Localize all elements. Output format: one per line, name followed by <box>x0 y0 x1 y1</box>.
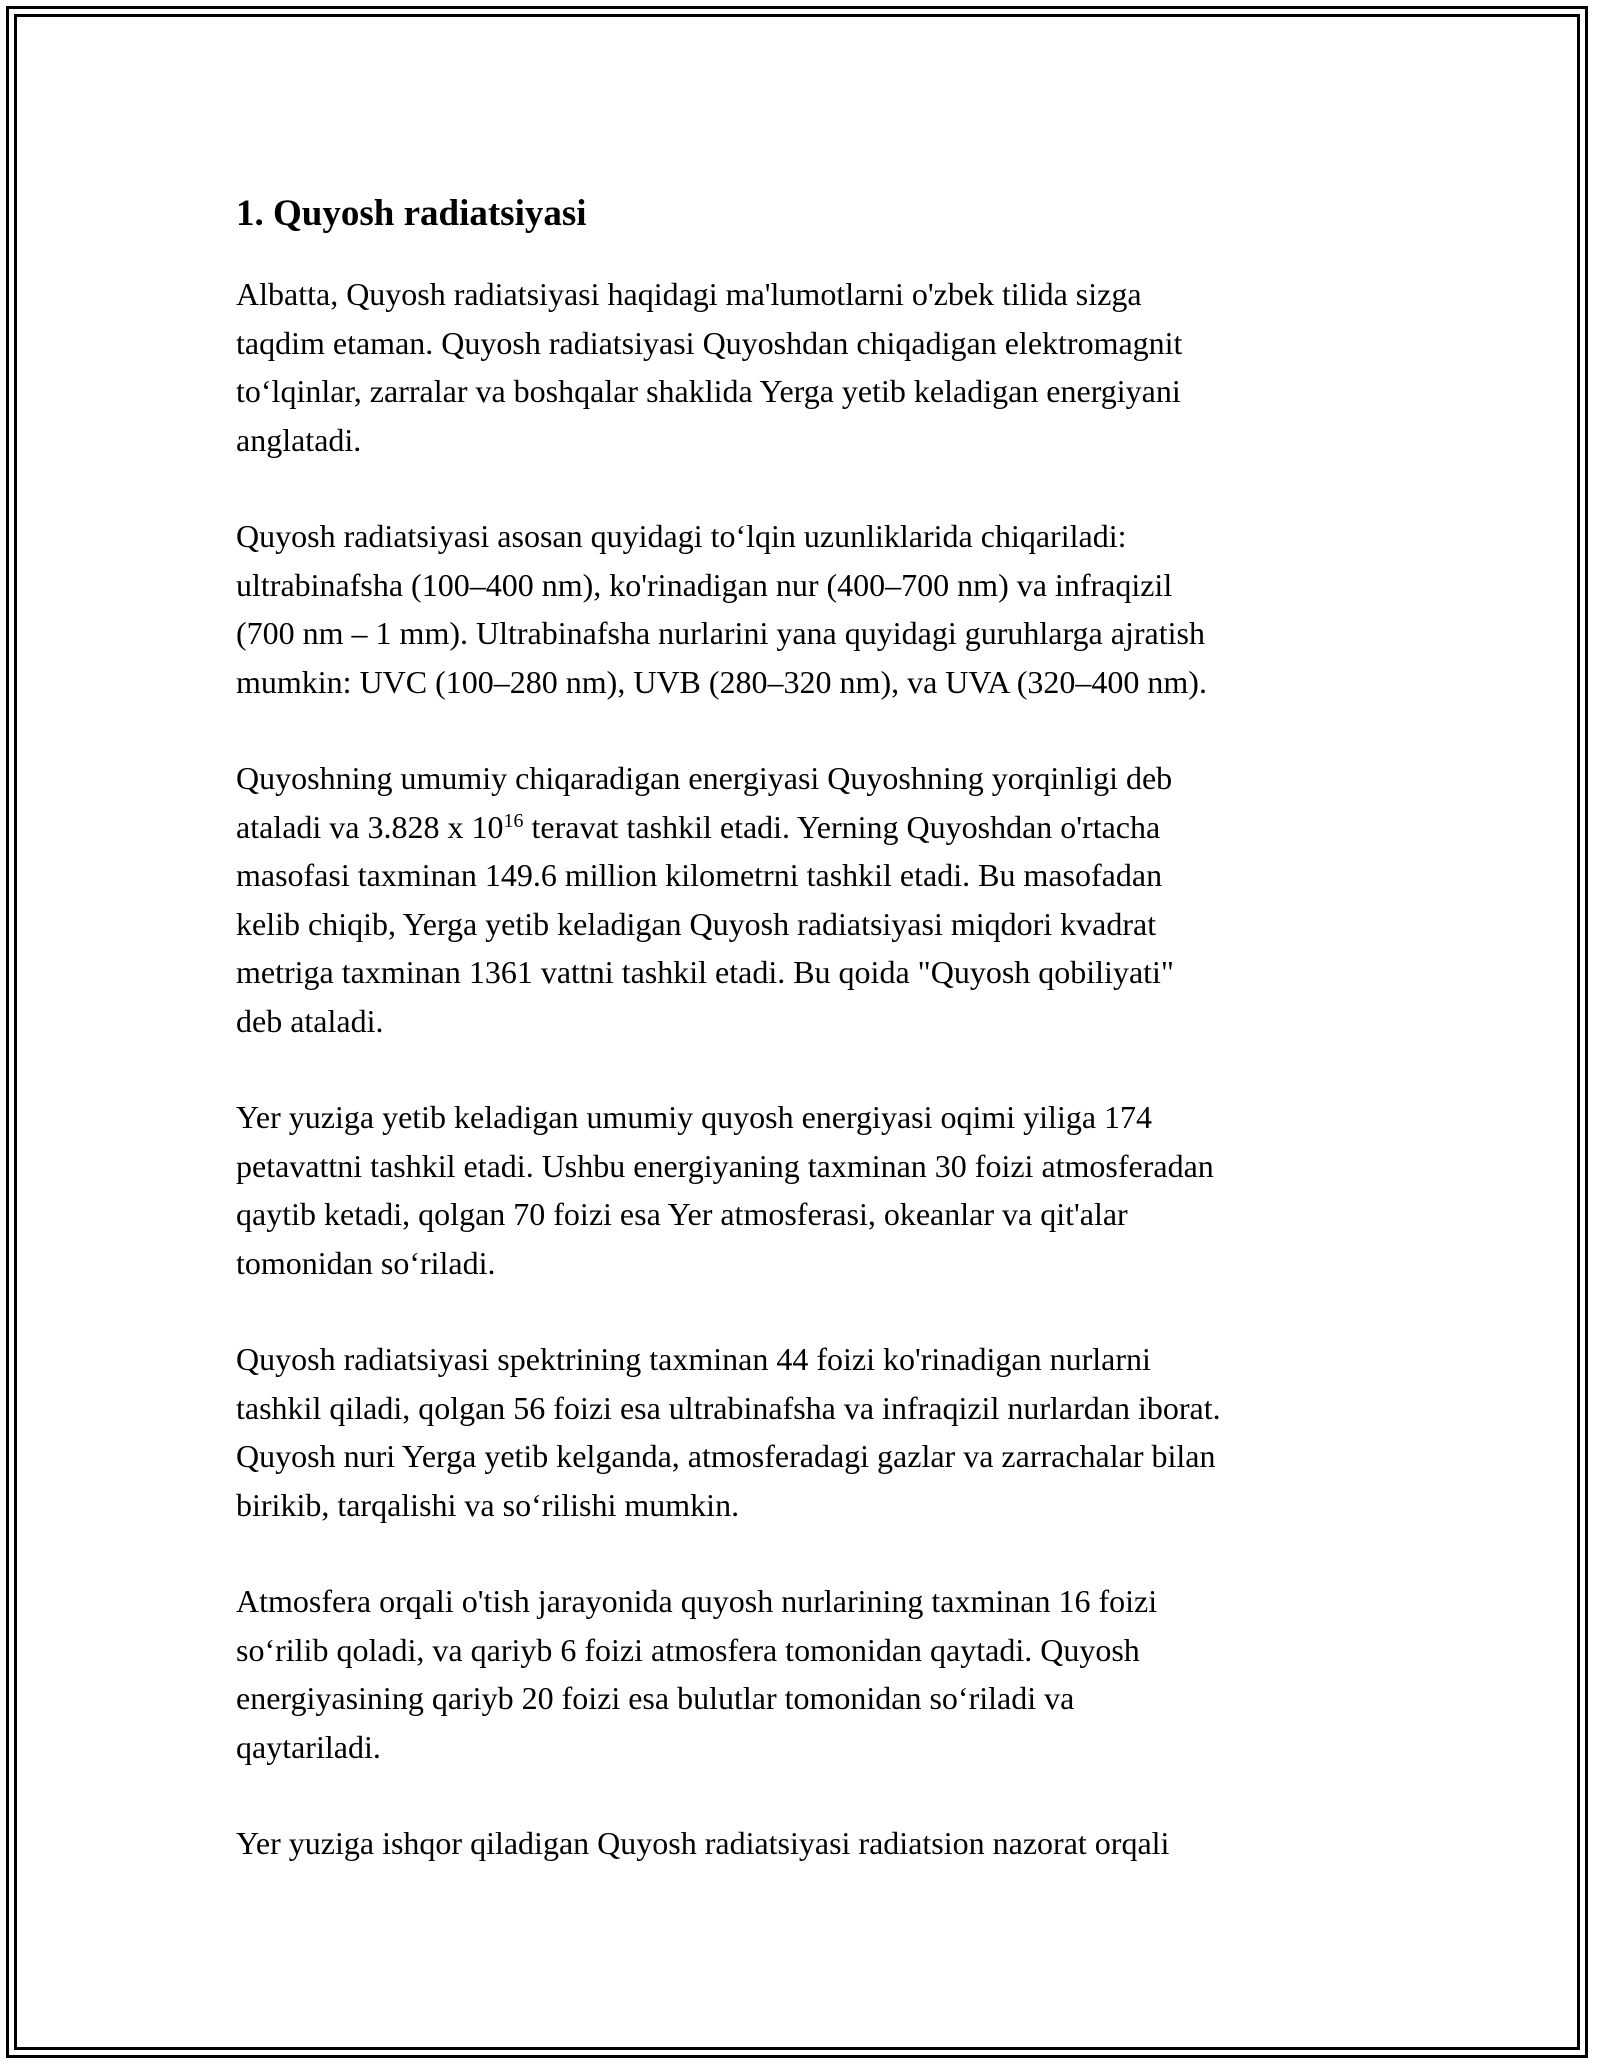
paragraph-line: energiyasining qariyb 20 foizi esa bulutlar tomonidan so‘riladi va <box>236 1680 1075 1716</box>
paragraph-line: metriga taxminan 1361 vattni tashkil etadi. Bu qoida "Quyosh qobiliyati" <box>236 954 1174 990</box>
paragraph-4 <box>236 1093 1376 1287</box>
paragraph-line: masofasi taxminan 149.6 million kilometrni tashkil etadi. Bu masofadan <box>236 857 1163 893</box>
paragraph-line <box>236 803 1376 852</box>
paragraph-line: taqdim etaman. Quyosh radiatsiyasi Quyoshdan chiqadigan elektromagnit <box>236 324 1183 361</box>
paragraph-line: Yer yuziga yetib keladigan umumiy quyosh energiyasi oqimi yiliga 174 <box>236 1099 1153 1135</box>
paragraph-2 <box>236 512 1376 706</box>
document-page <box>236 184 1376 1916</box>
paragraph-6 <box>236 1577 1376 1771</box>
paragraph-line: tomonidan so‘riladi. <box>236 1244 496 1281</box>
paragraph-line: deb ataladi. <box>236 1002 384 1039</box>
paragraph-line: birikib, tarqalishi va so‘rilishi mumkin. <box>236 1486 740 1523</box>
paragraph-line: (700 nm – 1 mm). Ultrabinafsha nurlarini yana quyidagi guruhlarga ajratish <box>236 615 1205 651</box>
paragraph-line: so‘rilib qoladi, va qariyb 6 foizi atmosfera tomonidan qaytadi. Quyosh <box>236 1631 1140 1668</box>
section-title: 1. Quyosh radiatsiyasi <box>236 193 587 234</box>
paragraph-line: Albatta, Quyosh radiatsiyasi haqidagi ma'lumotlarni o'zbek tilida sizga <box>236 276 1142 312</box>
paragraph-line: petavattni tashkil etadi. Ushbu energiyaning taxminan 30 foizi atmosferadan <box>236 1147 1214 1184</box>
paragraph-line: kelib chiqib, Yerga yetib keladigan Quyosh radiatsiyasi miqdori kvadrat <box>236 905 1157 942</box>
paragraph-line: ultrabinafsha (100–400 nm), ko'rinadigan nur (400–700 nm) va infraqizil <box>236 566 1173 603</box>
paragraph-line: Quyosh nuri Yerga yetib kelganda, atmosferadagi gazlar va zarrachalar bilan <box>236 1438 1216 1474</box>
paragraph-line: qaytib ketadi, qolgan 70 foizi esa Yer atmosferasi, okeanlar va qit'alar <box>236 1196 1128 1232</box>
paragraph-line: anglatadi. <box>236 421 362 458</box>
paragraph-7 <box>236 1819 1376 1868</box>
paragraph-line: Quyosh radiatsiyasi asosan quyidagi to‘lqin uzunliklarida chiqariladi: <box>236 518 1127 554</box>
paragraph-line: mumkin: UVC (100–280 nm), UVB (280–320 nm), va UVA (320–400 nm). <box>236 663 1207 700</box>
line-text: ataladi va 3.828 x 10 <box>236 808 504 845</box>
paragraph-line: Atmosfera orqali o'tish jarayonida quyosh nurlarining taxminan 16 foizi <box>236 1583 1158 1619</box>
paragraph-line: Quyoshning umumiy chiqaradigan energiyasi Quyoshning yorqinligi deb <box>236 760 1173 796</box>
paragraph-line: Quyosh radiatsiyasi spektrining taxminan 44 foizi ko'rinadigan nurlarni <box>236 1341 1151 1377</box>
paragraph-line: tashkil qiladi, qolgan 56 foizi esa ultrabinafsha va infraqizil nurlardan iborat. <box>236 1389 1221 1426</box>
exponent: 16 <box>503 809 524 832</box>
paragraph-1 <box>236 270 1376 464</box>
paragraph-line: to‘lqinlar, zarralar va boshqalar shaklida Yerga yetib keladigan energiyani <box>236 373 1181 409</box>
paragraph-5 <box>236 1335 1376 1529</box>
paragraph-3 <box>236 754 1376 1045</box>
paragraph-line: qaytariladi. <box>236 1728 381 1765</box>
paragraph-line: Yer yuziga ishqor qiladigan Quyosh radiatsiyasi radiatsion nazorat orqali <box>236 1825 1170 1861</box>
line-text: teravat tashkil etadi. Yerning Quyoshdan o'rtacha <box>523 808 1161 845</box>
